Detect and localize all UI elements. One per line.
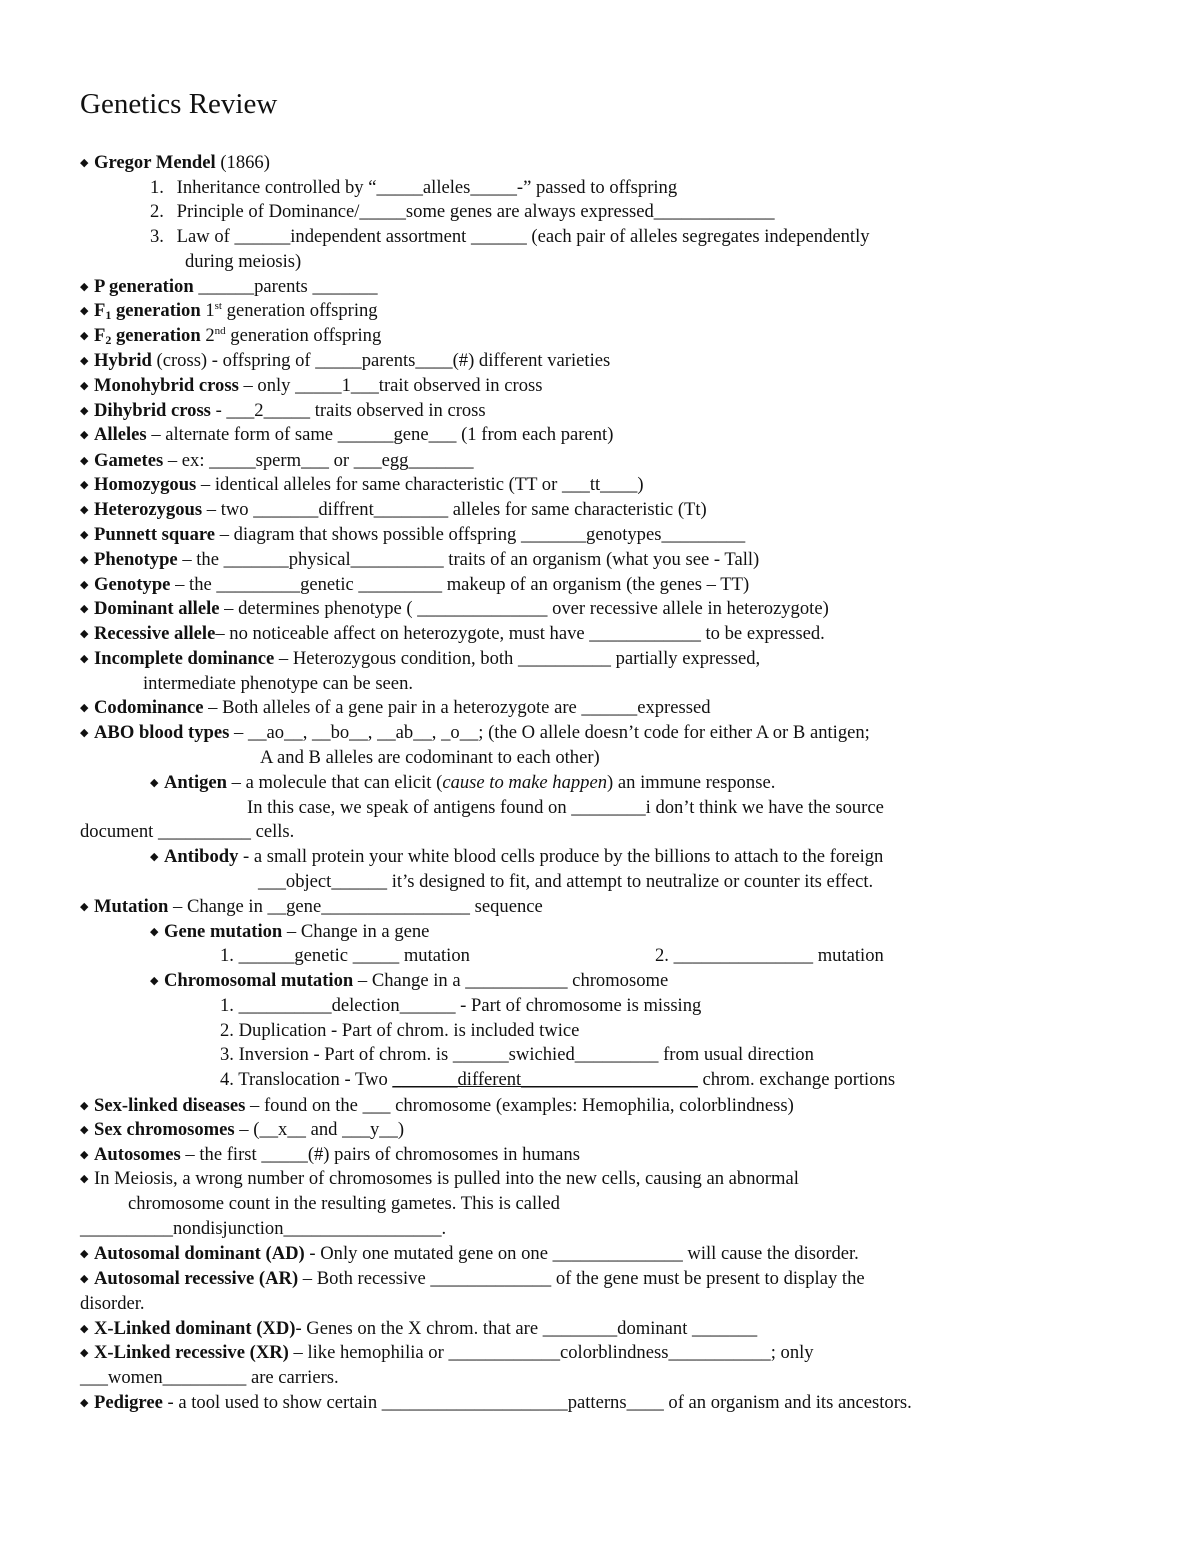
- text-line: ◆ Codominance – Both alleles of a gene pair in a heterozygote are ______expressed: [80, 697, 711, 718]
- diamond-bullet-icon: ◆: [80, 1248, 89, 1260]
- diamond-bullet-icon: ◆: [80, 901, 89, 913]
- diamond-bullet-icon: ◆: [80, 429, 89, 441]
- diamond-bullet-icon: ◆: [80, 1173, 89, 1185]
- diamond-bullet-icon: ◆: [80, 579, 89, 591]
- text-line: ◆ Antigen – a molecule that can elicit (cause to make happen) an immune response.: [150, 772, 776, 793]
- text-line: ◆ Homozygous – identical alleles for same characteristic (TT or ___tt____): [80, 474, 644, 495]
- diamond-bullet-icon: ◆: [80, 355, 89, 367]
- diamond-bullet-icon: ◆: [80, 1323, 89, 1335]
- text-line: ◆ Gregor Mendel (1866): [80, 152, 270, 173]
- text-line: ◆ ABO blood types – __ao__, __bo__, __ab__, _o__; (the O allele doesn’t code for either A or B antigen;: [80, 722, 870, 743]
- diamond-bullet-icon: ◆: [150, 777, 159, 789]
- text-line: ◆ Pedigree - a tool used to show certain ____________________patterns____ of an organism and its ancestors.: [80, 1392, 912, 1413]
- diamond-bullet-icon: ◆: [80, 1273, 89, 1285]
- text-line: ◆ Heterozygous – two _______diffrent________ alleles for same characteristic (Tt): [80, 499, 707, 520]
- text-line: ◆ Sex-linked diseases – found on the ___ chromosome (examples: Hemophilia, colorblindness): [80, 1095, 794, 1116]
- diamond-bullet-icon: ◆: [80, 702, 89, 714]
- text-line: ◆ Monohybrid cross – only _____1___trait observed in cross: [80, 375, 543, 396]
- text-line: ◆ Dihybrid cross - ___2_____ traits observed in cross: [80, 400, 486, 421]
- text-line: ___women_________ are carriers.: [80, 1367, 339, 1388]
- text-line: ◆ Incomplete dominance – Heterozygous condition, both __________ partially expressed,: [80, 648, 761, 669]
- diamond-bullet-icon: ◆: [80, 1124, 89, 1136]
- text-line: 1. __________delection______ - Part of chromosome is missing: [220, 995, 702, 1016]
- text-line: 2. _______________ mutation: [655, 945, 884, 966]
- text-line: document __________ cells.: [80, 821, 295, 842]
- text-line: ◆ X-Linked recessive (XR) – like hemophilia or ____________colorblindness___________; only: [80, 1342, 814, 1363]
- text-line: 1. Inheritance controlled by “_____alleles_____-” passed to offspring: [150, 177, 678, 198]
- diamond-bullet-icon: ◆: [80, 330, 89, 342]
- text-line: 4. Translocation - Two _______different___________________ chrom. exchange portions: [220, 1069, 896, 1090]
- text-line: 2. Principle of Dominance/_____some genes are always expressed_____________: [150, 201, 775, 222]
- diamond-bullet-icon: ◆: [80, 628, 89, 640]
- text-line: ◆ Autosomal recessive (AR) – Both recessive _____________ of the gene must be present to display the: [80, 1268, 865, 1289]
- diamond-bullet-icon: ◆: [150, 926, 159, 938]
- text-line: ◆ Genotype – the _________genetic _________ makeup of an organism (the genes – TT): [80, 574, 750, 595]
- text-line: 1. ______genetic _____ mutation: [220, 945, 470, 966]
- text-line: ◆ Phenotype – the _______physical__________ traits of an organism (what you see - Tall): [80, 549, 760, 570]
- text-line: chromosome count in the resulting gametes. This is called: [128, 1193, 560, 1214]
- text-line: In this case, we speak of antigens found on ________i don’t think we have the source: [247, 797, 884, 818]
- text-line: ◆ Sex chromosomes – (__x__ and ___y__): [80, 1119, 405, 1140]
- text-line: A and B alleles are codominant to each other): [260, 747, 600, 768]
- diamond-bullet-icon: ◆: [80, 1397, 89, 1409]
- text-line: intermediate phenotype can be seen.: [143, 673, 414, 694]
- diamond-bullet-icon: ◆: [80, 380, 89, 392]
- text-line: ◆ Gametes – ex: _____sperm___ or ___egg_______: [80, 450, 474, 471]
- text-line: ◆ X-Linked dominant (XD)- Genes on the X chrom. that are ________dominant _______: [80, 1318, 758, 1339]
- diamond-bullet-icon: ◆: [80, 157, 89, 169]
- text-line: ◆ Punnett square – diagram that shows possible offspring _______genotypes_________: [80, 524, 746, 545]
- diamond-bullet-icon: ◆: [80, 529, 89, 541]
- text-line: ___object______ it’s designed to fit, and attempt to neutralize or counter its effect.: [258, 871, 874, 892]
- diamond-bullet-icon: ◆: [80, 504, 89, 516]
- diamond-bullet-icon: ◆: [80, 1149, 89, 1161]
- diamond-bullet-icon: ◆: [80, 727, 89, 739]
- diamond-bullet-icon: ◆: [80, 554, 89, 566]
- text-line: ◆ Dominant allele – determines phenotype ( ______________ over recessive allele in heterozygote): [80, 598, 829, 619]
- text-line: 3. Law of ______independent assortment ______ (each pair of alleles segregates independently: [150, 226, 870, 247]
- text-line: ◆ $F_1$ generation 1st generation offspring: [80, 300, 378, 322]
- text-line: ◆ Antibody - a small protein your white blood cells produce by the billions to attach to the foreign: [150, 846, 884, 867]
- diamond-bullet-icon: ◆: [150, 975, 159, 987]
- text-line: __________nondisjunction_________________.: [80, 1218, 447, 1239]
- diamond-bullet-icon: ◆: [80, 1347, 89, 1359]
- text-line: ◆ Autosomes – the first _____(#) pairs of chromosomes in humans: [80, 1144, 580, 1165]
- diamond-bullet-icon: ◆: [80, 281, 89, 293]
- text-line: ◆ Alleles – alternate form of same ______gene___ (1 from each parent): [80, 424, 614, 445]
- text-line: ◆ P generation ______parents _______: [80, 276, 378, 297]
- text-line: 2. Duplication - Part of chrom. is included twice: [220, 1020, 580, 1041]
- diamond-bullet-icon: ◆: [80, 479, 89, 491]
- page-title: Genetics Review: [80, 88, 278, 120]
- diamond-bullet-icon: ◆: [80, 1100, 89, 1112]
- text-line: ◆ Recessive allele– no noticeable affect on heterozygote, must have ____________ to be expressed.: [80, 623, 825, 644]
- text-line: disorder.: [80, 1293, 145, 1314]
- text-line: ◆ Gene mutation – Change in a gene: [150, 921, 430, 942]
- text-line: ◆ Autosomal dominant (AD) - Only one mutated gene on one ______________ will cause the disorder.: [80, 1243, 859, 1264]
- text-line: ◆ $F_2$ generation 2nd generation offspring: [80, 325, 382, 347]
- text-line: during meiosis): [185, 251, 302, 272]
- text-line: ◆ Mutation – Change in __gene________________ sequence: [80, 896, 543, 917]
- text-line: ◆ In Meiosis, a wrong number of chromosomes is pulled into the new cells, causing an abnormal: [80, 1168, 799, 1189]
- diamond-bullet-icon: ◆: [80, 405, 89, 417]
- diamond-bullet-icon: ◆: [80, 305, 89, 317]
- text-line: ◆ Hybrid (cross) - offspring of _____parents____(#) different varieties: [80, 350, 611, 371]
- text-line: ◆ Chromosomal mutation – Change in a ___________ chromosome: [150, 970, 669, 991]
- diamond-bullet-icon: ◆: [80, 603, 89, 615]
- diamond-bullet-icon: ◆: [80, 653, 89, 665]
- diamond-bullet-icon: ◆: [80, 455, 89, 467]
- diamond-bullet-icon: ◆: [150, 851, 159, 863]
- text-line: 3. Inversion - Part of chrom. is ______swichied_________ from usual direction: [220, 1044, 814, 1065]
